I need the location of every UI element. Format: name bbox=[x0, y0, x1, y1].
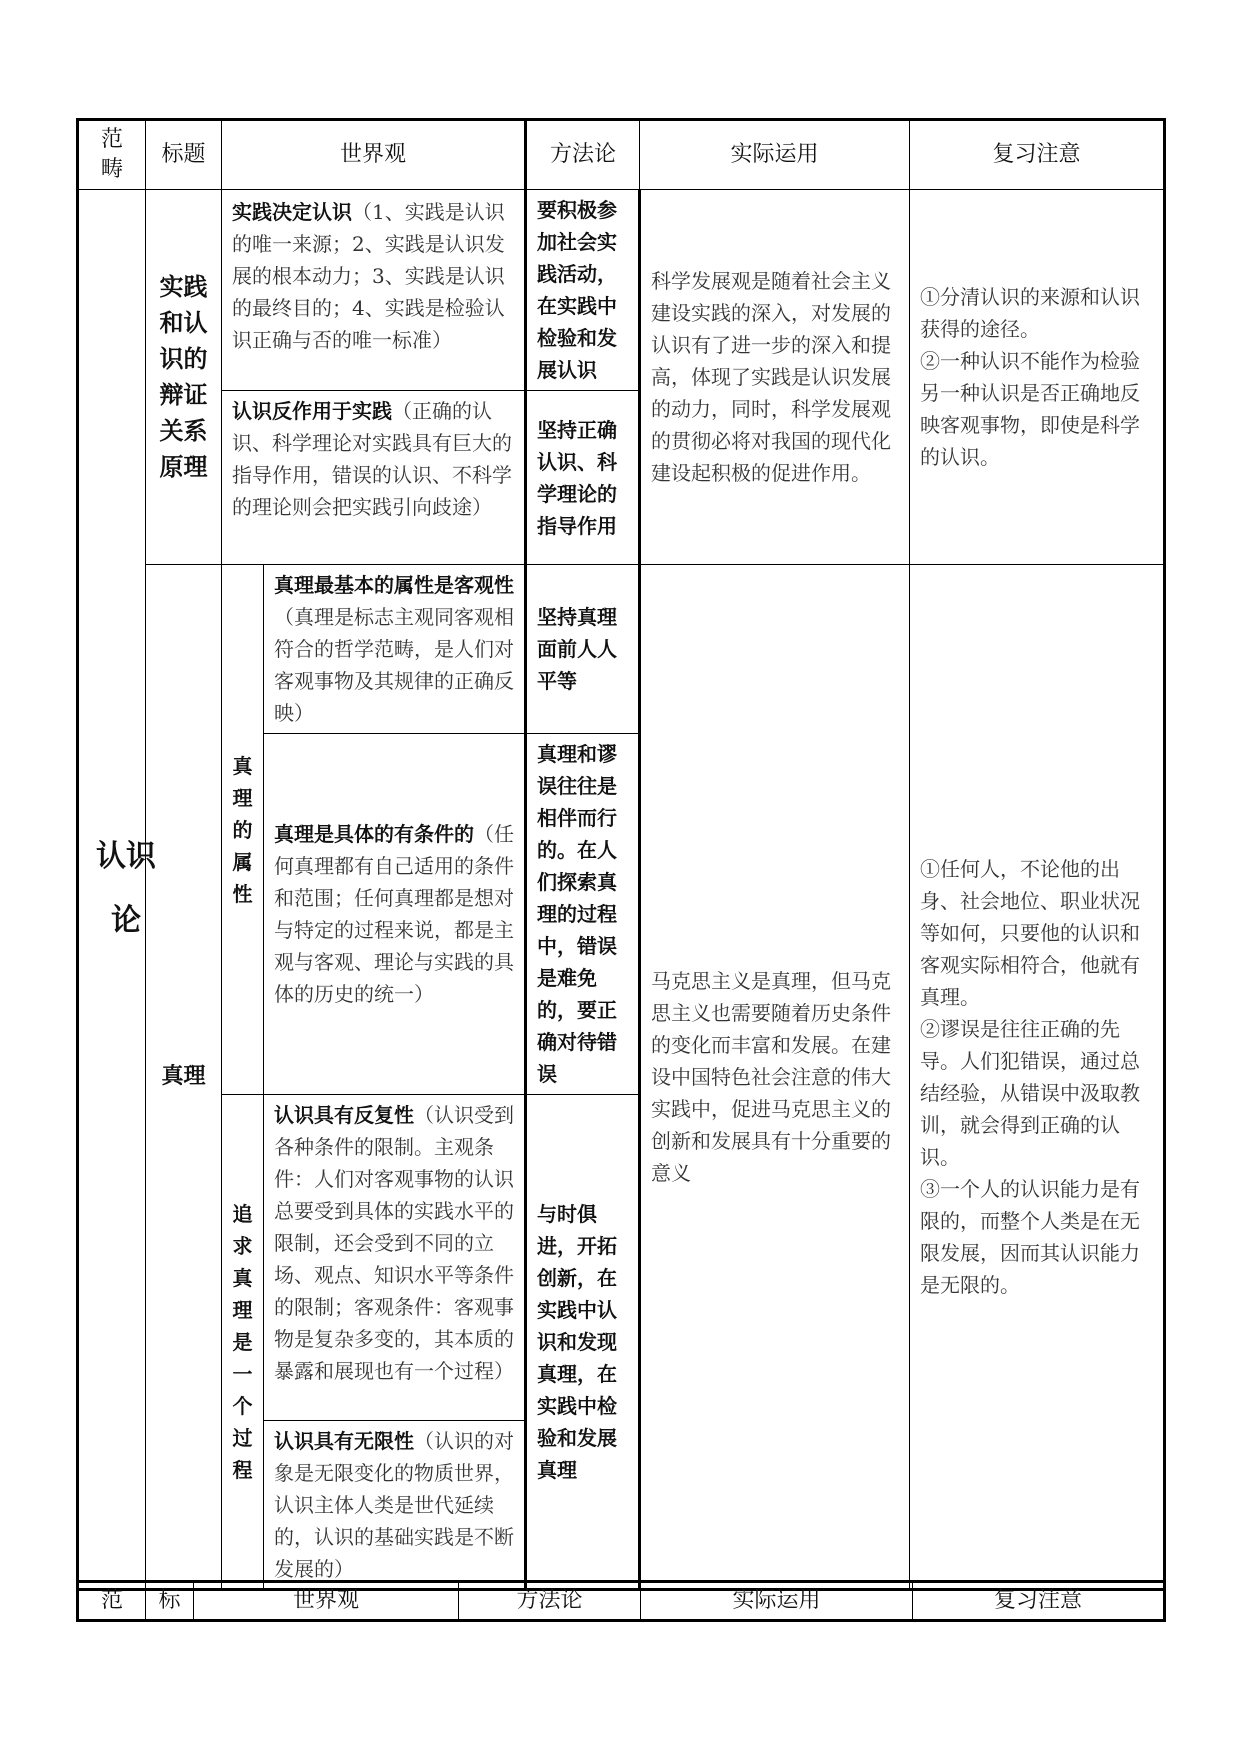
section2-method1-text: 坚持真理面前人人平等 bbox=[537, 605, 618, 693]
header2-row bbox=[78, 1582, 1165, 1621]
section2-world1-text: （真理是标志主观同客观相符合的哲学范畴，是人们对客观事物及其规律的正确反映） bbox=[274, 605, 514, 725]
section2-world4 bbox=[264, 1421, 526, 1590]
section2-practice: 马克思主义是真理，但马克思主义也需要随着历史条件的变化而丰富和发展。在建设中国特色社会注意的伟大实践中，促进马克思主义的创新和发展具有十分重要的意义 bbox=[651, 968, 892, 1185]
section2-method3-text: 与时俱进，开拓创新，在实践中认识和发现真理，在实践中检验和发展真理 bbox=[537, 1201, 618, 1482]
knowledge-table bbox=[76, 118, 1166, 1591]
category-cell bbox=[78, 190, 156, 1590]
continued-header-table bbox=[76, 1580, 1166, 1622]
section2-method3 bbox=[526, 1095, 640, 1590]
header-worldview: 世界观 bbox=[222, 120, 526, 190]
section2-sub2-cell bbox=[222, 1095, 264, 1590]
section1-review-cell bbox=[910, 190, 1165, 565]
section1-method1-text: 要积极参加社会实践活动，在实践中检验和发展认识 bbox=[537, 198, 618, 382]
header-row bbox=[78, 120, 1165, 190]
section1-method2-text: 坚持正确认识、科学理论的指导作用 bbox=[537, 417, 618, 538]
header2-worldview: 世界观 bbox=[194, 1582, 459, 1621]
section1-world2-lead: 认识反作用于实践 bbox=[232, 399, 392, 423]
section2-world4-lead: 认识具有无限性 bbox=[274, 1429, 414, 1453]
header-methodology: 方法论 bbox=[526, 120, 640, 190]
section1-method2 bbox=[526, 391, 640, 565]
section1-world1 bbox=[222, 190, 526, 391]
section1-review: ①分清认识的来源和认识获得的途径。 ②一种认识不能作为检验另一种认识是否正确地反映客观事物，即使是科学的认识。 bbox=[920, 285, 1141, 469]
section2-sub1-cell bbox=[222, 565, 264, 1095]
section2-practice-cell bbox=[640, 565, 910, 1590]
section1-world2 bbox=[222, 391, 526, 565]
section1-world1-text: （1、实践是认识的唯一来源；2、实践是认识发展的根本动力；3、实践是认识的最终目的；4、实践是检验认识正确与否的唯一标准） bbox=[232, 200, 505, 352]
section2-sub2: 追求真理是一个过程 bbox=[232, 1201, 253, 1482]
header-title: 标题 bbox=[146, 120, 222, 190]
header-review: 复习注意 bbox=[910, 120, 1165, 190]
section1-world2-text: （正确的认识、科学理论对实践具有巨大的指导作用，错误的认识、不科学的理论则会把实践引向歧途） bbox=[232, 399, 512, 519]
header2-biao: 标 bbox=[146, 1582, 194, 1621]
section2-world4-text: （认识的对象是无限变化的物质世界，认识主体人类是世代延续的，认识的基础实践是不断发展的） bbox=[274, 1429, 514, 1581]
section2-world2-lead: 真理是具体的有条件的 bbox=[274, 822, 474, 846]
section2-sub1: 真理的属性 bbox=[232, 753, 253, 906]
section2-method2-text: 真理和谬误往往是相伴而行的。在人们探索真理的过程中，错误是难免的，要正确对待错误 bbox=[537, 742, 618, 1086]
section1-practice: 科学发展观是随着社会主义建设实践的深入，对发展的认识有了进一步的深入和提高，体现了实践是认识发展的动力，同时，科学发展观的贯彻必将对我国的现代化建设起积极的促进作用。 bbox=[651, 269, 892, 485]
section1-title: 实践和认识的辩证关系原理 bbox=[159, 273, 208, 481]
section2-world2 bbox=[264, 734, 526, 1095]
section2-title: 真理 bbox=[161, 1063, 206, 1089]
header2-review: 复习注意 bbox=[913, 1582, 1165, 1621]
section1-world1-lead: 实践决定认识 bbox=[232, 200, 352, 224]
section1-method1 bbox=[526, 190, 640, 391]
section2-world1 bbox=[264, 565, 526, 734]
category-label: 认识论 bbox=[96, 839, 156, 938]
section2-world1-lead: 真理最基本的属性是客观性 bbox=[274, 573, 514, 597]
section1-title-cell bbox=[146, 190, 222, 565]
section2-review-cell bbox=[910, 565, 1165, 1590]
section2-review: ①任何人，不论他的出身、社会地位、职业状况等如何，只要他的认识和客观实际相符合，他就有真理。 ②谬误是往往正确的先导。人们犯错误，通过总结经验，从错误中汲取教训，就会得到正确的认识。 ③一个人的认识能力是有限的，而整个人类是在无限发展，因而其认识能力是无限的。 bbox=[920, 856, 1141, 1297]
section2-method1 bbox=[526, 565, 640, 734]
header2-fan: 范 bbox=[78, 1582, 146, 1621]
section2-title-cell bbox=[146, 565, 222, 1590]
header2-methodology: 方法论 bbox=[459, 1582, 641, 1621]
header-practice: 实际运用 bbox=[640, 120, 910, 190]
section2-world3 bbox=[264, 1095, 526, 1421]
section2-method2 bbox=[526, 734, 640, 1095]
header-fanchou: 范畴 bbox=[78, 120, 146, 190]
section2-world2-text: （任何真理都有自己适用的条件和范围；任何真理都是想对与特定的过程来说，都是主观与客观、理论与实践的具体的历史的统一） bbox=[274, 822, 514, 1006]
section2-world3-text: （认识受到各种条件的限制。主观条件：人们对客观事物的认识总要受到具体的实践水平的限制，还会受到不同的立场、观点、知识水平等条件的限制；客观条件：客观事物是复杂多变的，其本质的暴露和展现也有一个过程） bbox=[274, 1103, 514, 1383]
section1-practice-cell bbox=[640, 190, 910, 565]
header2-practice: 实际运用 bbox=[641, 1582, 913, 1621]
section2-world3-lead: 认识具有反复性 bbox=[274, 1103, 414, 1127]
